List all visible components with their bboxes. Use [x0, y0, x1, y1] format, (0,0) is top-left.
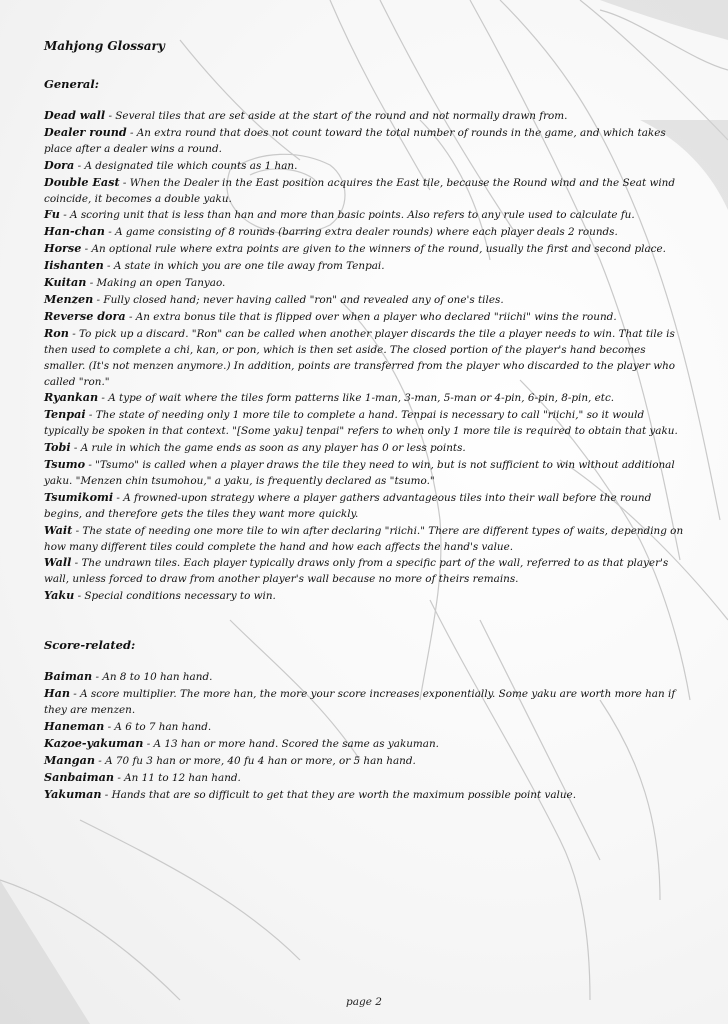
term-separator: - — [86, 277, 97, 290]
glossary-list — [44, 669, 684, 803]
glossary-definition: When the Dealer in the East position acquires the East tile, because the Round wind and the Seat wind coincide, it becomes a double yaku. — [44, 176, 676, 205]
glossary-definition: Fully closed hand; never having called "ron" and revealed any of one's tiles. — [103, 293, 504, 306]
glossary-term: Double East — [44, 174, 120, 189]
glossary-entry — [44, 555, 684, 588]
glossary-term: Kuitan — [44, 275, 87, 290]
term-separator: - — [74, 159, 85, 172]
term-separator: - — [74, 590, 85, 603]
glossary-term: Baiman — [44, 669, 93, 684]
term-separator: - — [103, 260, 114, 273]
term-separator: - — [125, 310, 136, 323]
glossary-entry — [44, 440, 684, 457]
page-title: Mahjong Glossary — [44, 39, 165, 53]
glossary-definition: A designated tile which counts as 1 han. — [84, 159, 298, 172]
glossary-definition: A rule in which the game ends as soon as any player has 0 or less points. — [80, 442, 466, 455]
glossary-definition: An optional rule where extra points are given to the winners of the round, usually the first and second place. — [91, 243, 666, 256]
glossary-term: Wall — [44, 555, 72, 570]
glossary-entry — [44, 326, 684, 391]
glossary-term: Tsumikomi — [44, 489, 114, 504]
section-heading: Score-related: — [44, 638, 136, 653]
glossary-entry — [44, 309, 684, 326]
glossary-entry — [44, 753, 684, 770]
term-separator: - — [71, 557, 82, 570]
glossary-definition: Special conditions necessary to win. — [84, 590, 276, 603]
term-separator: - — [70, 442, 81, 455]
glossary-definition: Hands that are so difficult to get that they are worth the maximum possible point value. — [111, 788, 577, 801]
glossary-term: Reverse dora — [44, 308, 126, 323]
glossary-entry — [44, 158, 684, 175]
term-separator: - — [59, 209, 71, 222]
term-separator: - — [126, 126, 137, 139]
term-separator: - — [105, 110, 116, 122]
glossary-entry — [44, 669, 684, 686]
glossary-entry — [44, 787, 684, 804]
glossary-definition: "Tsumo" is called when a player draws the tile they need to win, but is not sufficient to win without additional yaku. "Menzen chin tsumohou," a yaku, is frequently declared as "tsumo." — [44, 459, 675, 487]
glossary-definition: An 8 to 10 han hand. — [102, 671, 213, 684]
glossary-term: Iishanten — [44, 258, 104, 273]
glossary-term: Ron — [44, 325, 69, 340]
glossary-entry — [44, 407, 684, 440]
term-separator: - — [113, 491, 124, 504]
glossary-term: Horse — [44, 241, 82, 256]
glossary-term: Fu — [44, 207, 60, 222]
term-separator: - — [94, 754, 106, 767]
glossary-entry — [44, 736, 684, 753]
term-separator: - — [104, 720, 115, 733]
glossary-term: Sanbaiman — [44, 769, 115, 784]
glossary-term: Menzen — [44, 291, 94, 306]
glossary-entry — [44, 292, 684, 309]
glossary-entry — [44, 588, 684, 605]
glossary-definition: A scoring unit that is less than han and more than basic points. Also refers to any rule used to calculate fu. — [70, 209, 635, 222]
glossary-definition: Making an open Tanyao. — [96, 277, 226, 290]
glossary-entry — [44, 770, 684, 787]
glossary-term: Tobi — [44, 440, 71, 455]
glossary-entry — [44, 719, 684, 736]
glossary-list — [44, 108, 684, 605]
glossary-term: Han — [44, 686, 70, 701]
term-separator: - — [85, 459, 96, 472]
glossary-entry — [44, 457, 684, 490]
section-heading: General: — [44, 77, 99, 91]
glossary-entry — [44, 686, 684, 719]
glossary-definition: An 11 to 12 han hand. — [124, 771, 241, 784]
term-separator: - — [98, 392, 109, 405]
glossary-definition: The state of needing one more tile to win after declaring "riichi." There are different types of waits, depending on how many different tiles could complete the hand and how each affects the hand's value. — [44, 524, 684, 553]
glossary-definition: To pick up a discard. "Ron" can be called when another player discards the tile a player needs to win. That tile is then used to complete a chi, kan, or pon, which is then set aside. The closed portion of the player's hand becomes smaller. (It's not menzen anymore.) In addition, points are transferred from the player who discarded to the player who called "ron." — [44, 327, 676, 388]
section-gap — [44, 605, 684, 637]
glossary-term: Tenpai — [44, 407, 86, 422]
glossary-entry — [44, 207, 684, 224]
glossary-entry — [44, 224, 684, 241]
glossary-definition: A game consisting of 8 rounds (barring extra dealer rounds) where each player deals 2 rounds. — [115, 226, 618, 239]
glossary-entry — [44, 125, 684, 158]
glossary-entry — [44, 275, 684, 292]
term-separator: - — [143, 737, 154, 750]
term-separator: - — [68, 327, 80, 340]
glossary-definition: A score multiplier. The more han, the more your score increases exponentially. Some yaku are worth more han if they are menzen. — [44, 688, 676, 716]
glossary-term: Yaku — [44, 588, 75, 603]
term-separator: - — [72, 524, 83, 537]
page-number: page 2 — [346, 996, 382, 1008]
glossary-entry — [44, 390, 684, 407]
glossary-definition: The state of needing only 1 more tile to complete a hand. Tenpai is necessary to call "riichi," so it would typically be spoken in that context. "[Some yaku] tenpai" refers to when only 1 more tile is required to obtain that yaku. — [44, 409, 678, 438]
glossary-content — [44, 38, 684, 803]
glossary-sections — [44, 76, 684, 803]
glossary-term: Wait — [44, 522, 73, 537]
term-separator: - — [81, 243, 92, 256]
glossary-definition: A 13 han or more hand. Scored the same as yakuman. — [153, 737, 439, 750]
glossary-entry — [44, 490, 684, 523]
term-separator: - — [92, 671, 103, 684]
glossary-term: Haneman — [44, 718, 105, 733]
glossary-definition: A state in which you are one tile away from Tenpai. — [113, 260, 385, 273]
term-separator: - — [101, 788, 112, 801]
glossary-term: Ryankan — [44, 390, 99, 405]
glossary-entry — [44, 175, 684, 208]
glossary-term: Han-chan — [44, 224, 105, 239]
glossary-definition: A 70 fu 3 han or more, 40 fu 4 han or more, or 5 han hand. — [105, 754, 416, 767]
glossary-definition: A 6 to 7 han hand. — [114, 720, 212, 733]
glossary-term: Dora — [44, 157, 75, 172]
glossary-term: Kazoe-yakuman — [44, 735, 144, 750]
glossary-entry — [44, 523, 684, 556]
glossary-entry — [44, 258, 684, 275]
glossary-term: Dealer round — [44, 124, 127, 139]
glossary-definition: Several tiles that are set aside at the start of the round and not normally drawn from. — [115, 110, 568, 122]
glossary-entry — [44, 241, 684, 258]
term-separator: - — [119, 176, 130, 189]
glossary-entry — [44, 108, 684, 125]
term-separator: - — [114, 771, 125, 784]
glossary-term: Dead wall — [44, 108, 106, 122]
glossary-definition: An extra bonus tile that is flipped over when a player who declared "riichi" wins the round. — [135, 310, 617, 323]
term-separator: - — [104, 226, 116, 239]
glossary-term: Yakuman — [44, 786, 102, 801]
term-separator: - — [69, 688, 81, 701]
term-separator: - — [85, 409, 96, 422]
glossary-definition: A frowned-upon strategy where a player gathers advantageous tiles into their wall before the round begins, and therefore gets the tiles they want more quickly. — [44, 491, 652, 520]
glossary-term: Tsumo — [44, 457, 86, 472]
glossary-definition: The undrawn tiles. Each player typically draws only from a specific part of the wall, referred to as that player's wall, unless forced to draw from another player's wall because no more of theirs remains. — [44, 557, 669, 586]
glossary-definition: A type of wait where the tiles form patterns like 1-man, 3-man, 5-man or 4-pin, 6-pin, 8-pin, etc. — [108, 392, 615, 405]
glossary-definition: An extra round that does not count toward the total number of rounds in the game, and which takes place after a dealer wins a round. — [44, 126, 666, 155]
glossary-term: Mangan — [44, 752, 95, 767]
term-separator: - — [93, 293, 104, 306]
